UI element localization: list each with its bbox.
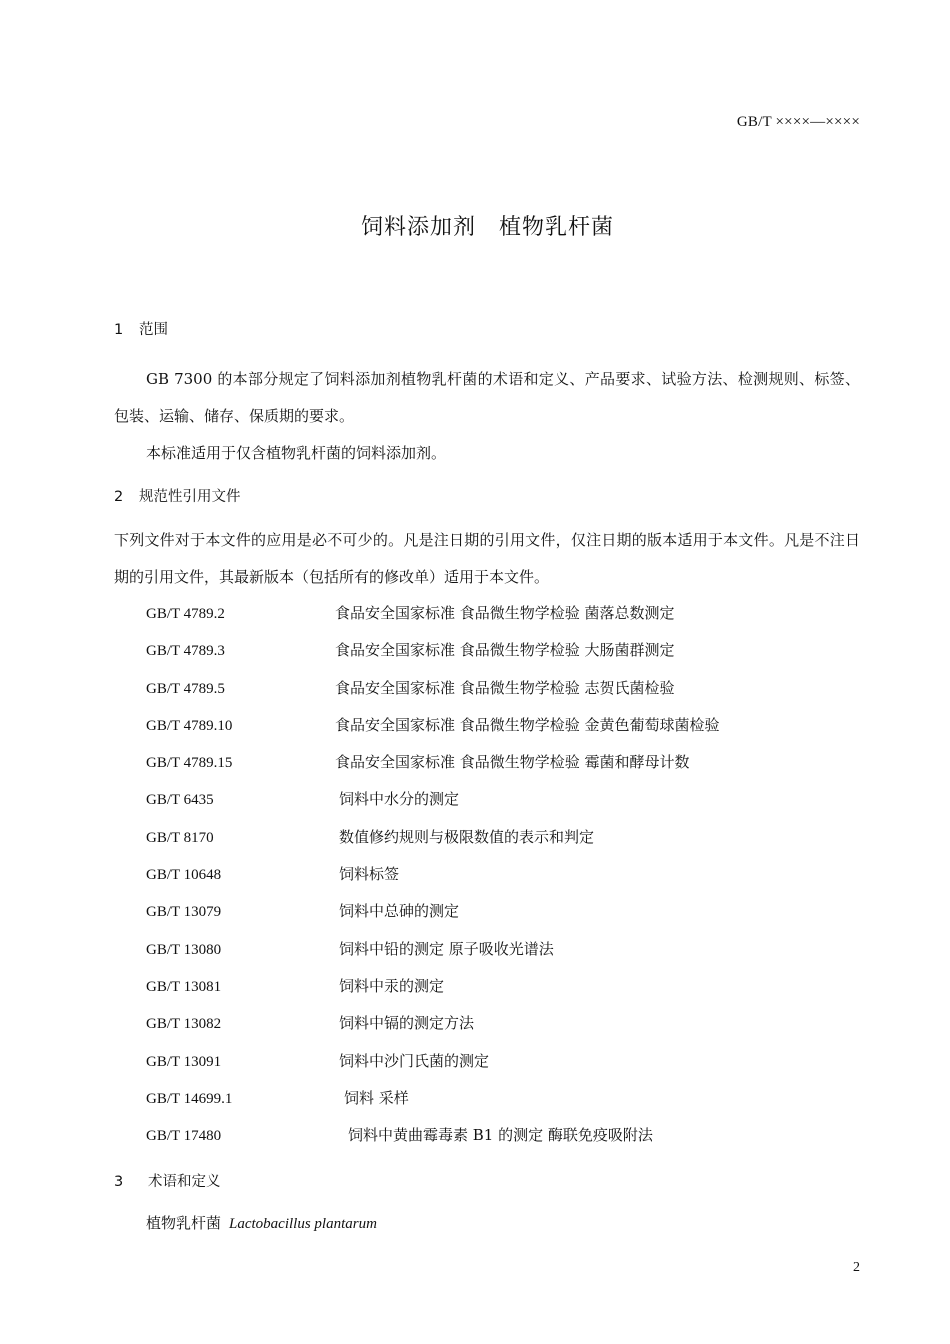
reference-code: GB/T 13079 xyxy=(146,904,222,921)
reference-title: 饲料中水分的测定 xyxy=(339,790,460,809)
reference-item xyxy=(146,896,866,933)
reference-item xyxy=(146,673,866,710)
standard-number: GB/T ××××—×××× xyxy=(736,114,860,130)
reference-code: GB/T 4789.5 xyxy=(146,680,225,697)
reference-code: GB/T 6435 xyxy=(146,792,214,809)
section-number: 1 xyxy=(114,322,124,338)
reference-title: 饲料中黄曲霉毒素 B1 的测定 酶联免疫吸附法 xyxy=(348,1126,653,1145)
reference-code: GB/T 13082 xyxy=(146,1016,222,1033)
reference-code: GB/T 8170 xyxy=(146,829,214,846)
reference-title: 饲料中汞的测定 xyxy=(339,976,445,995)
term-chinese-name: 植物乳杆菌 xyxy=(146,1214,222,1232)
reference-list xyxy=(146,598,866,1157)
reference-title: 饲料中铅的测定 原子吸收光谱法 xyxy=(339,939,554,958)
reference-code: GB/T 14699.1 xyxy=(146,1090,233,1107)
section-title: 规范性引用文件 xyxy=(139,489,241,505)
reference-item xyxy=(146,747,866,784)
reference-item xyxy=(146,635,866,672)
section-number: 3 xyxy=(114,1174,124,1190)
reference-title: 食品安全国家标准 食品微生物学检验 霉菌和酵母计数 xyxy=(335,753,690,772)
term-entry xyxy=(146,1212,377,1233)
reference-code: GB/T 13091 xyxy=(146,1053,222,1070)
term-latin-name: Lactobacillus plantarum xyxy=(229,1216,377,1232)
reference-item xyxy=(146,971,866,1008)
reference-code: GB/T 4789.15 xyxy=(146,755,233,772)
section-heading-terms xyxy=(114,1170,221,1191)
scope-paragraph-1: GB 7300 的本部分规定了饲料添加剂植物乳杆菌的术语和定义、产品要求、试验方法、检测规则、标签、包装、运输、储存、保质期的要求。 xyxy=(114,370,860,425)
reference-title: 饲料中总砷的测定 xyxy=(339,902,460,921)
reference-title: 数值修约规则与极限数值的表示和判定 xyxy=(339,827,595,846)
scope-paragraph-2: 本标准适用于仅含植物乳杆菌的饲料添加剂。 xyxy=(146,444,447,462)
section-title: 范围 xyxy=(139,322,168,338)
reference-title: 食品安全国家标准 食品微生物学检验 大肠菌群测定 xyxy=(335,641,675,660)
reference-title: 饲料标签 xyxy=(339,865,400,884)
section-heading-references xyxy=(114,485,241,506)
reference-item xyxy=(146,1120,866,1157)
reference-code: GB/T 17480 xyxy=(146,1128,222,1145)
document-title: 饲料添加剂 植物乳杆菌 xyxy=(360,215,614,240)
reference-item xyxy=(146,822,866,859)
section-heading-scope xyxy=(114,318,168,339)
reference-title: 饲料 采样 xyxy=(344,1088,409,1107)
reference-title: 食品安全国家标准 食品微生物学检验 志贺氏菌检验 xyxy=(335,678,675,697)
page-number: 2 xyxy=(853,1260,860,1275)
reference-item xyxy=(146,934,866,971)
reference-code: GB/T 13081 xyxy=(146,978,222,995)
reference-code: GB/T 13080 xyxy=(146,941,222,958)
reference-title: 饲料中镉的测定方法 xyxy=(339,1014,475,1033)
reference-item xyxy=(146,1008,866,1045)
reference-item xyxy=(146,710,866,747)
section-number: 2 xyxy=(114,489,124,505)
reference-item xyxy=(146,1083,866,1120)
reference-title: 饲料中沙门氏菌的测定 xyxy=(339,1051,490,1070)
reference-item xyxy=(146,859,866,896)
reference-code: GB/T 4789.3 xyxy=(146,643,225,660)
reference-code: GB/T 10648 xyxy=(146,867,222,884)
reference-code: GB/T 4789.10 xyxy=(146,717,233,734)
reference-code: GB/T 4789.2 xyxy=(146,606,225,622)
reference-title: 食品安全国家标准 食品微生物学检验 菌落总数测定 xyxy=(335,604,675,622)
reference-title: 食品安全国家标准 食品微生物学检验 金黄色葡萄球菌检验 xyxy=(335,715,720,734)
reference-item xyxy=(146,784,866,821)
references-intro: 下列文件对于本文件的应用是必不可少的。凡是注日期的引用文件，仅注日期的版本适用于本文件。凡是不注日期的引用文件，其最新版本（包括所有的修改单）适用于本文件。 xyxy=(114,531,860,586)
section-title: 术语和定义 xyxy=(148,1174,221,1190)
reference-item xyxy=(146,598,866,635)
reference-item xyxy=(146,1046,866,1083)
